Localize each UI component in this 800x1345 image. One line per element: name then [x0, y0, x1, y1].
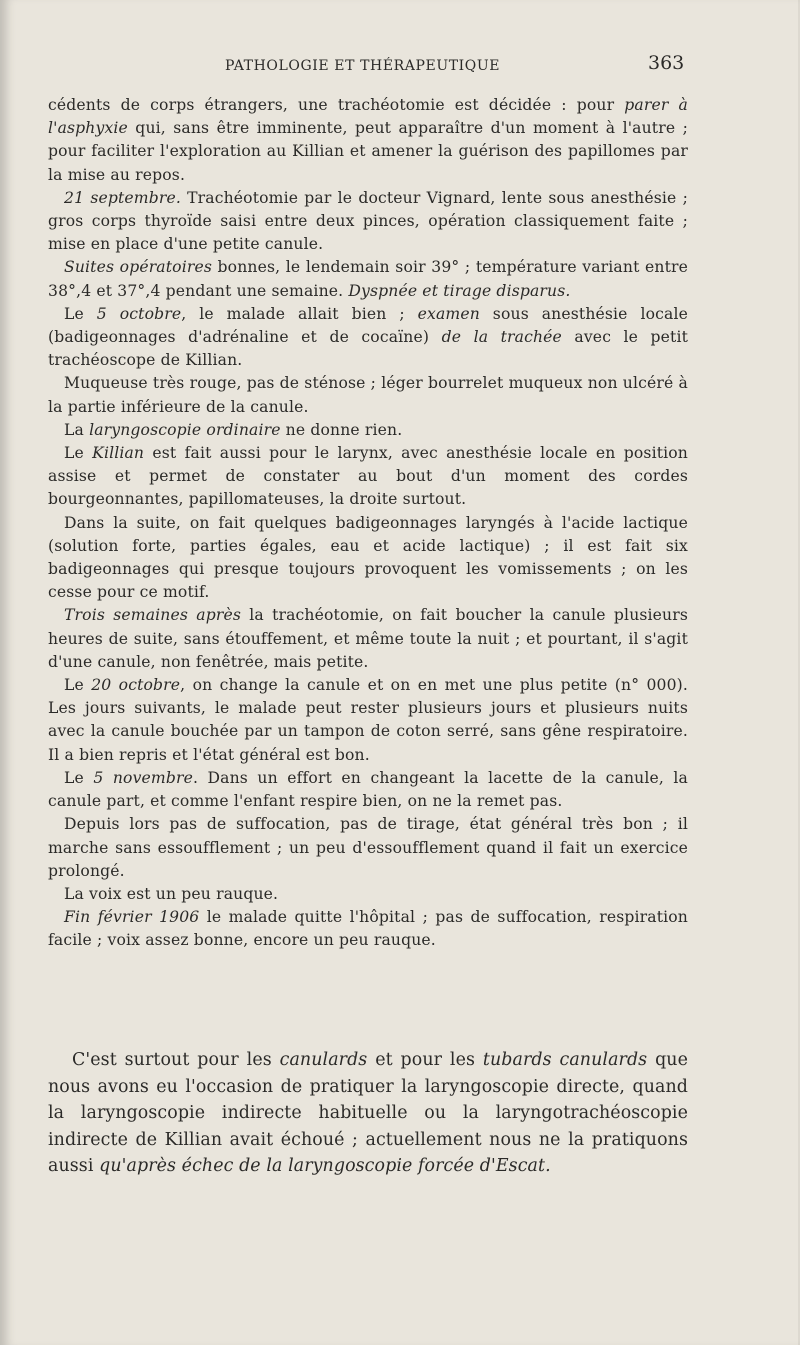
text-run: Dans la suite, on fait quelques badigeonnages laryngés à l'acide lactique (solution forte, parties égales, eau et acide lactique) ; il est fait six badigeonnages qui presque toujours provoquent les vomissements ; on les cesse pour ce motif. — [48, 513, 688, 602]
running-head — [0, 52, 800, 76]
paragraph — [48, 94, 688, 187]
italic-text: 5 novembre — [93, 768, 193, 787]
text-run: Le — [64, 768, 94, 787]
paragraph — [48, 906, 688, 952]
paragraph — [48, 512, 688, 605]
text-run: la trachéotomie, on fait boucher la canule plusieurs heures de suite, sans étouffement, et même toute la nuit ; et pourtant, il s'agit d'une canule, non fenêtrée, mais petite. — [48, 606, 689, 671]
text-run: C'est surtout pour les — [72, 1050, 280, 1070]
text-run: ne donne rien. — [280, 420, 403, 439]
italic-text: canulards — [279, 1050, 368, 1070]
text-run: avec le petit trachéoscope de Killian. — [48, 328, 689, 370]
text-run: Le — [64, 676, 92, 695]
text-run: La — [64, 420, 90, 439]
text-run: sous anesthésie locale (badigeonnages d'adrénaline et de cocaïne) — [48, 304, 688, 347]
text-run: Depuis lors pas de suffocation, pas de tirage, état général très bon ; il marche sans essoufflement ; un peu d'essoufflement quand il fait un exercice prolongé. — [48, 815, 688, 880]
text-run: cédents de corps étrangers, une trachéotomie est décidée : pour — [48, 96, 625, 114]
text-run: , on change la canule et on en met une plus petite (n° 000). Les jours suivants, le malade peut rester plusieurs jours et plusieurs nuits avec la canule bouchée par un tampon de coton serré, sans gêne respiratoire. Il a bien repris et l'état général est bon. — [48, 676, 689, 764]
text-run: Le — [64, 304, 97, 323]
text-run: et pour les — [367, 1050, 483, 1070]
paragraph — [48, 372, 688, 418]
italic-text: tubards canulards — [482, 1050, 648, 1070]
italic-text: Dyspnée et tirage disparus. — [348, 281, 571, 300]
text-run: . Dans un effort en changeant la lacette de la canule, la canule part, et comme l'enfant respire bien, on ne la remet pas. — [48, 768, 688, 811]
paragraph — [48, 303, 688, 373]
paragraph — [48, 767, 688, 813]
paragraph — [48, 442, 688, 512]
text-run: qui, sans être imminente, peut apparaître d'un moment à l'autre ; pour faciliter l'exploration au Killian et amener la guérison des papillomes par la mise au repos. — [48, 119, 688, 184]
text-run: , le malade allait bien ; — [181, 304, 418, 323]
italic-text: 5 octobre — [96, 304, 182, 323]
text-run: bonnes, le lendemain soir 39° ; température variant entre 38°,4 et 37°,4 pendant une semaine. — [48, 258, 688, 300]
italic-text: Fin février 1906 — [64, 908, 200, 927]
italic-text: Killian — [92, 444, 145, 463]
paragraph — [48, 674, 688, 767]
case-report-text — [48, 94, 688, 953]
italic-text: Trois semaines après — [64, 606, 241, 625]
italic-text: laryngoscopie ordinaire — [89, 420, 281, 439]
paragraph — [48, 419, 688, 442]
paragraph — [48, 187, 688, 257]
text-run: est fait aussi pour le larynx, avec anesthésie locale en position assise et permet de constater au bout d'un moment des cordes bourgeonnantes, papillomateuses, la droite surtout. — [48, 444, 688, 509]
paragraph — [48, 256, 688, 302]
paragraph — [48, 883, 688, 906]
italic-text: parer à l'asphyxie — [48, 96, 688, 138]
text-run: le malade quitte l'hôpital ; pas de suffocation, respiration facile ; voix assez bonne, encore un peu rauque. — [48, 908, 688, 950]
running-title: PATHOLOGIE ET THÉRAPEUTIQUE — [225, 58, 501, 74]
italic-text: 21 septembre. — [64, 188, 181, 207]
page-number: 363 — [648, 52, 685, 74]
italic-text: de la trachée — [441, 328, 562, 347]
italic-text: 20 octobre — [91, 676, 181, 695]
italic-text: Suites opératoires — [64, 258, 212, 277]
text-run: que nous avons eu l'occasion de pratiquer la laryngoscopie directe, quand la laryngoscopie indirecte habituelle ou la laryngotrachéoscopie indirecte de Killian avait échoué ; actuellement nous ne la pratiquons aussi — [48, 1050, 689, 1177]
text-run: Trachéotomie par le docteur Vignard, lente sous anesthésie ; gros corps thyroïde saisi entre deux pinces, opération classiquement faite ; mise en place d'une petite canule. — [48, 188, 688, 254]
italic-text: qu'après échec de la laryngoscopie forcée d'Escat. — [99, 1156, 551, 1177]
paragraph — [48, 604, 688, 674]
italic-text: examen — [417, 304, 480, 323]
paragraph — [48, 813, 688, 883]
closing-text — [48, 1047, 688, 1180]
text-run: Le — [64, 444, 93, 463]
text-run: La voix est un peu rauque. — [64, 884, 279, 903]
text-run: Muqueuse très rouge, pas de sténose ; léger bourrelet muqueux non ulcéré à la partie inférieure de la canule. — [48, 374, 688, 416]
closing-paragraph — [48, 1047, 688, 1180]
